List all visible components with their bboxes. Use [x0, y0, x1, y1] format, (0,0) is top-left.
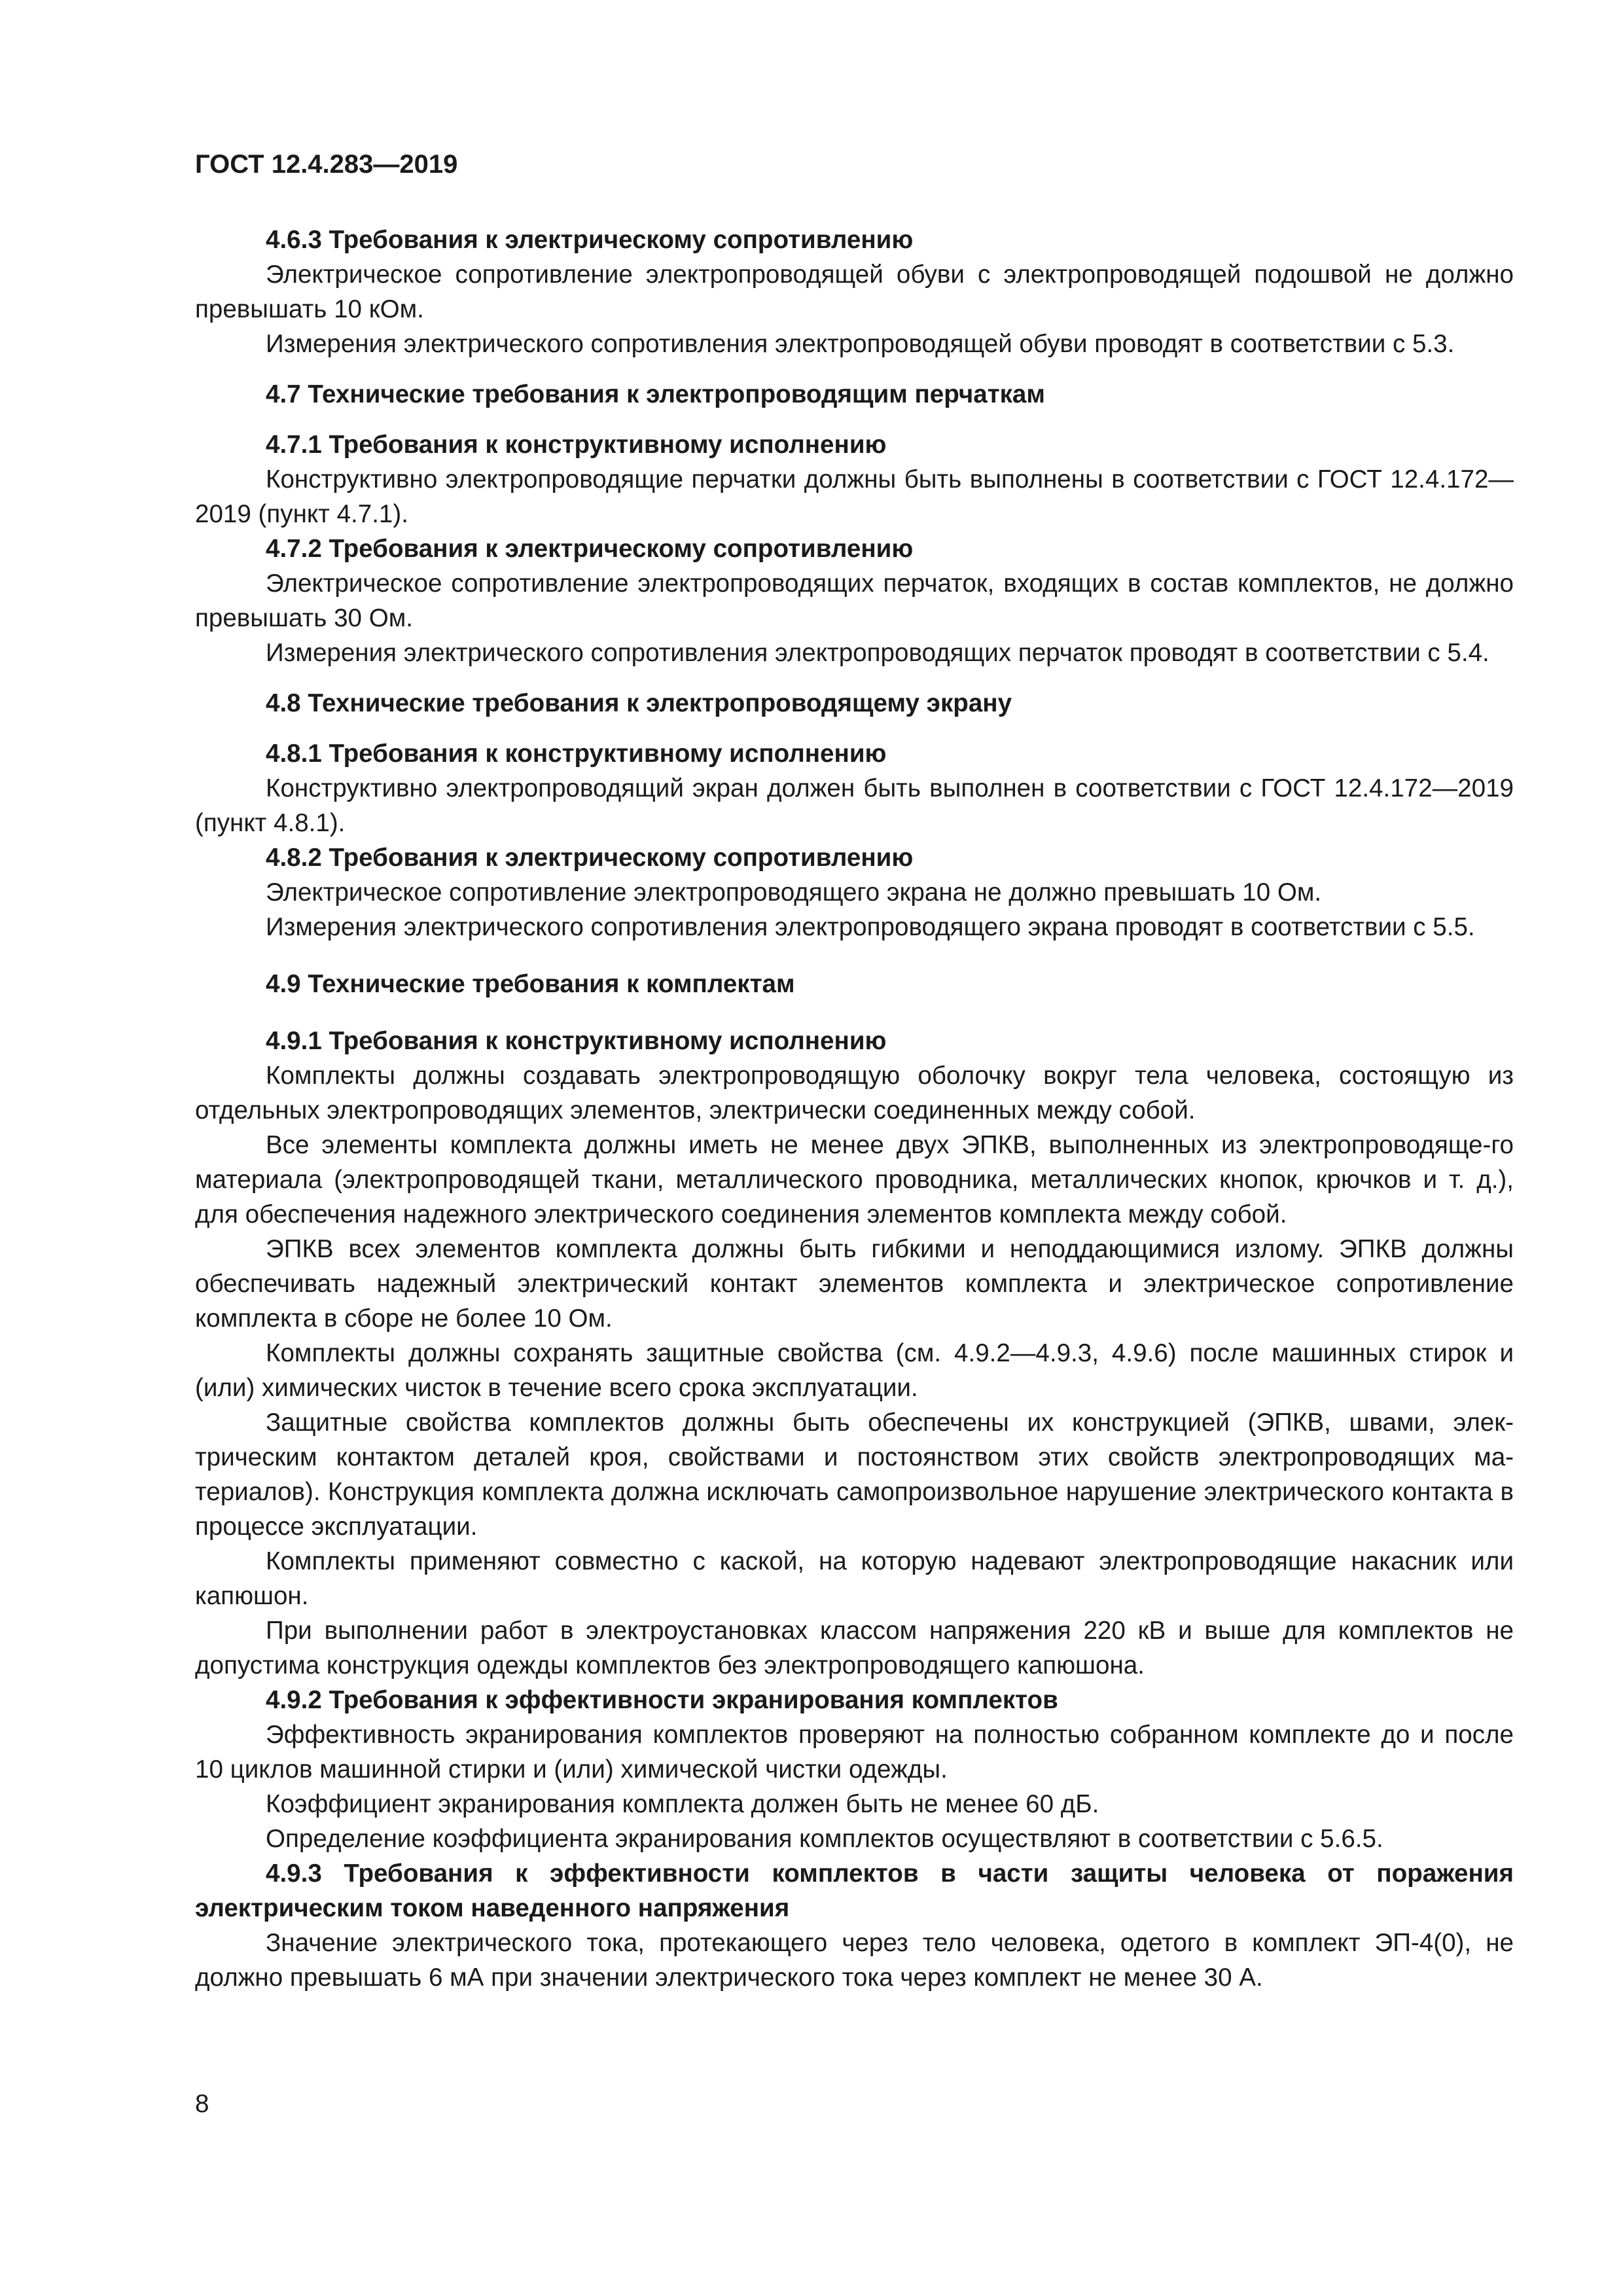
document-header: ГОСТ 12.4.283—2019	[195, 150, 458, 179]
body-paragraph: Комплекты должны создавать электропроводящую оболочку вокруг тела человека, состоящую из отдельных электропроводящих элементов, электрически соединенных между собой.	[195, 1062, 1514, 1124]
body-paragraph: Конструктивно электропроводящие перчатки должны быть выполнены в соответствии с ГОСТ 12.4.172—2019 (пункт 4.7.1).	[195, 465, 1514, 528]
section-heading-4-8-1: 4.8.1 Требования к конструктивному исполнению	[266, 740, 887, 768]
document-body	[195, 223, 1514, 1995]
section-heading-4-9-1: 4.9.1 Требования к конструктивному исполнению	[266, 1027, 887, 1055]
body-paragraph: Все элементы комплекта должны иметь не менее двух ЭПКВ, выполненных из электропроводяще-го материала (электропроводящей ткани, металлического проводника, металлических кнопок, крючков и т. д.), для обеспечения надежного электрического соединения элементов комплекта между собой.	[195, 1131, 1514, 1229]
body-paragraph: Конструктивно электропроводящий экран должен быть выполнен в соответствии с ГОСТ 12.4.172—2019 (пункт 4.8.1).	[195, 774, 1514, 837]
body-paragraph: Измерения электрического сопротивления электропроводящего экрана проводят в соответствии с 5.5.	[266, 913, 1475, 941]
body-paragraph: Коэффициент экранирования комплекта должен быть не менее 60 дБ.	[266, 1790, 1099, 1818]
section-heading-4-8: 4.8 Технические требования к электропроводящему экрану	[266, 689, 1012, 717]
section-heading-4-7: 4.7 Технические требования к электропроводящим перчаткам	[266, 380, 1045, 408]
body-paragraph: Электрическое сопротивление электропроводящих перчаток, входящих в состав комплектов, не должно превышать 30 Ом.	[195, 569, 1514, 632]
body-paragraph: При выполнении работ в электроустановках классом напряжения 220 кВ и выше для комплектов не допустима конструкция одежды комплектов без электропроводящего капюшона.	[195, 1617, 1514, 1679]
body-paragraph: Защитные свойства комплектов должны быть обеспечены их конструкцией (ЭПКВ, швами, элек-трическим контактом деталей кроя, свойствами и постоянством этих свойств электропроводящих ма-териалов). Конструкция комплекта должна исключать самопроизвольное нарушение электрического контакта в процессе эксплуатации.	[195, 1408, 1514, 1541]
body-paragraph: ЭПКВ всех элементов комплекта должны быть гибкими и неподдающимися излому. ЭПКВ должны обеспечивать надежный электрический контакт элементов комплекта и электрическое сопротивление комплекта в сборе не более 10 Ом.	[195, 1235, 1514, 1333]
body-paragraph: Измерения электрического сопротивления электропроводящей обуви проводят в соответствии с 5.3.	[266, 330, 1455, 358]
section-heading-4-9: 4.9 Технические требования к комплектам	[266, 970, 795, 998]
body-paragraph: Эффективность экранирования комплектов проверяют на полностью собранном комплекте до и после 10 циклов машинной стирки и (или) химической чистки одежды.	[195, 1721, 1514, 1784]
body-paragraph: Электрическое сопротивление электропроводящего экрана не должно превышать 10 Ом.	[266, 878, 1322, 906]
section-heading-4-9-2: 4.9.2 Требования к эффективности экранирования комплектов	[266, 1686, 1058, 1714]
body-paragraph: Значение электрического тока, протекающего через тело человека, одетого в комплект ЭП-4(0), не должно превышать 6 мА при значении электрического тока через комплект не менее 30 А.	[195, 1929, 1514, 1992]
section-heading-4-6-3: 4.6.3 Требования к электрическому сопротивлению	[266, 226, 914, 254]
section-heading-4-9-3: 4.9.3 Требования к эффективности комплектов в части защиты человека от поражения электрическим током наведенного напряжения	[195, 1859, 1514, 1922]
page-number: 8	[195, 2090, 209, 2118]
section-heading-4-8-2: 4.8.2 Требования к электрическому сопротивлению	[266, 844, 914, 872]
body-paragraph: Комплекты применяют совместно с каской, на которую надевают электропроводящие накасник или капюшон.	[195, 1547, 1514, 1610]
body-paragraph: Электрическое сопротивление электропроводящей обуви с электропроводящей подошвой не должно превышать 10 кОм.	[195, 260, 1514, 323]
body-paragraph: Комплекты должны сохранять защитные свойства (см. 4.9.2—4.9.3, 4.9.6) после машинных стирок и (или) химических чисток в течение всего срока эксплуатации.	[195, 1339, 1514, 1402]
section-heading-4-7-2: 4.7.2 Требования к электрическому сопротивлению	[266, 535, 914, 563]
body-paragraph: Измерения электрического сопротивления электропроводящих перчаток проводят в соответствии с 5.4.	[266, 639, 1489, 667]
section-heading-4-7-1: 4.7.1 Требования к конструктивному исполнению	[266, 431, 887, 459]
body-paragraph: Определение коэффициента экранирования комплектов осуществляют в соответствии с 5.6.5.	[266, 1825, 1383, 1853]
